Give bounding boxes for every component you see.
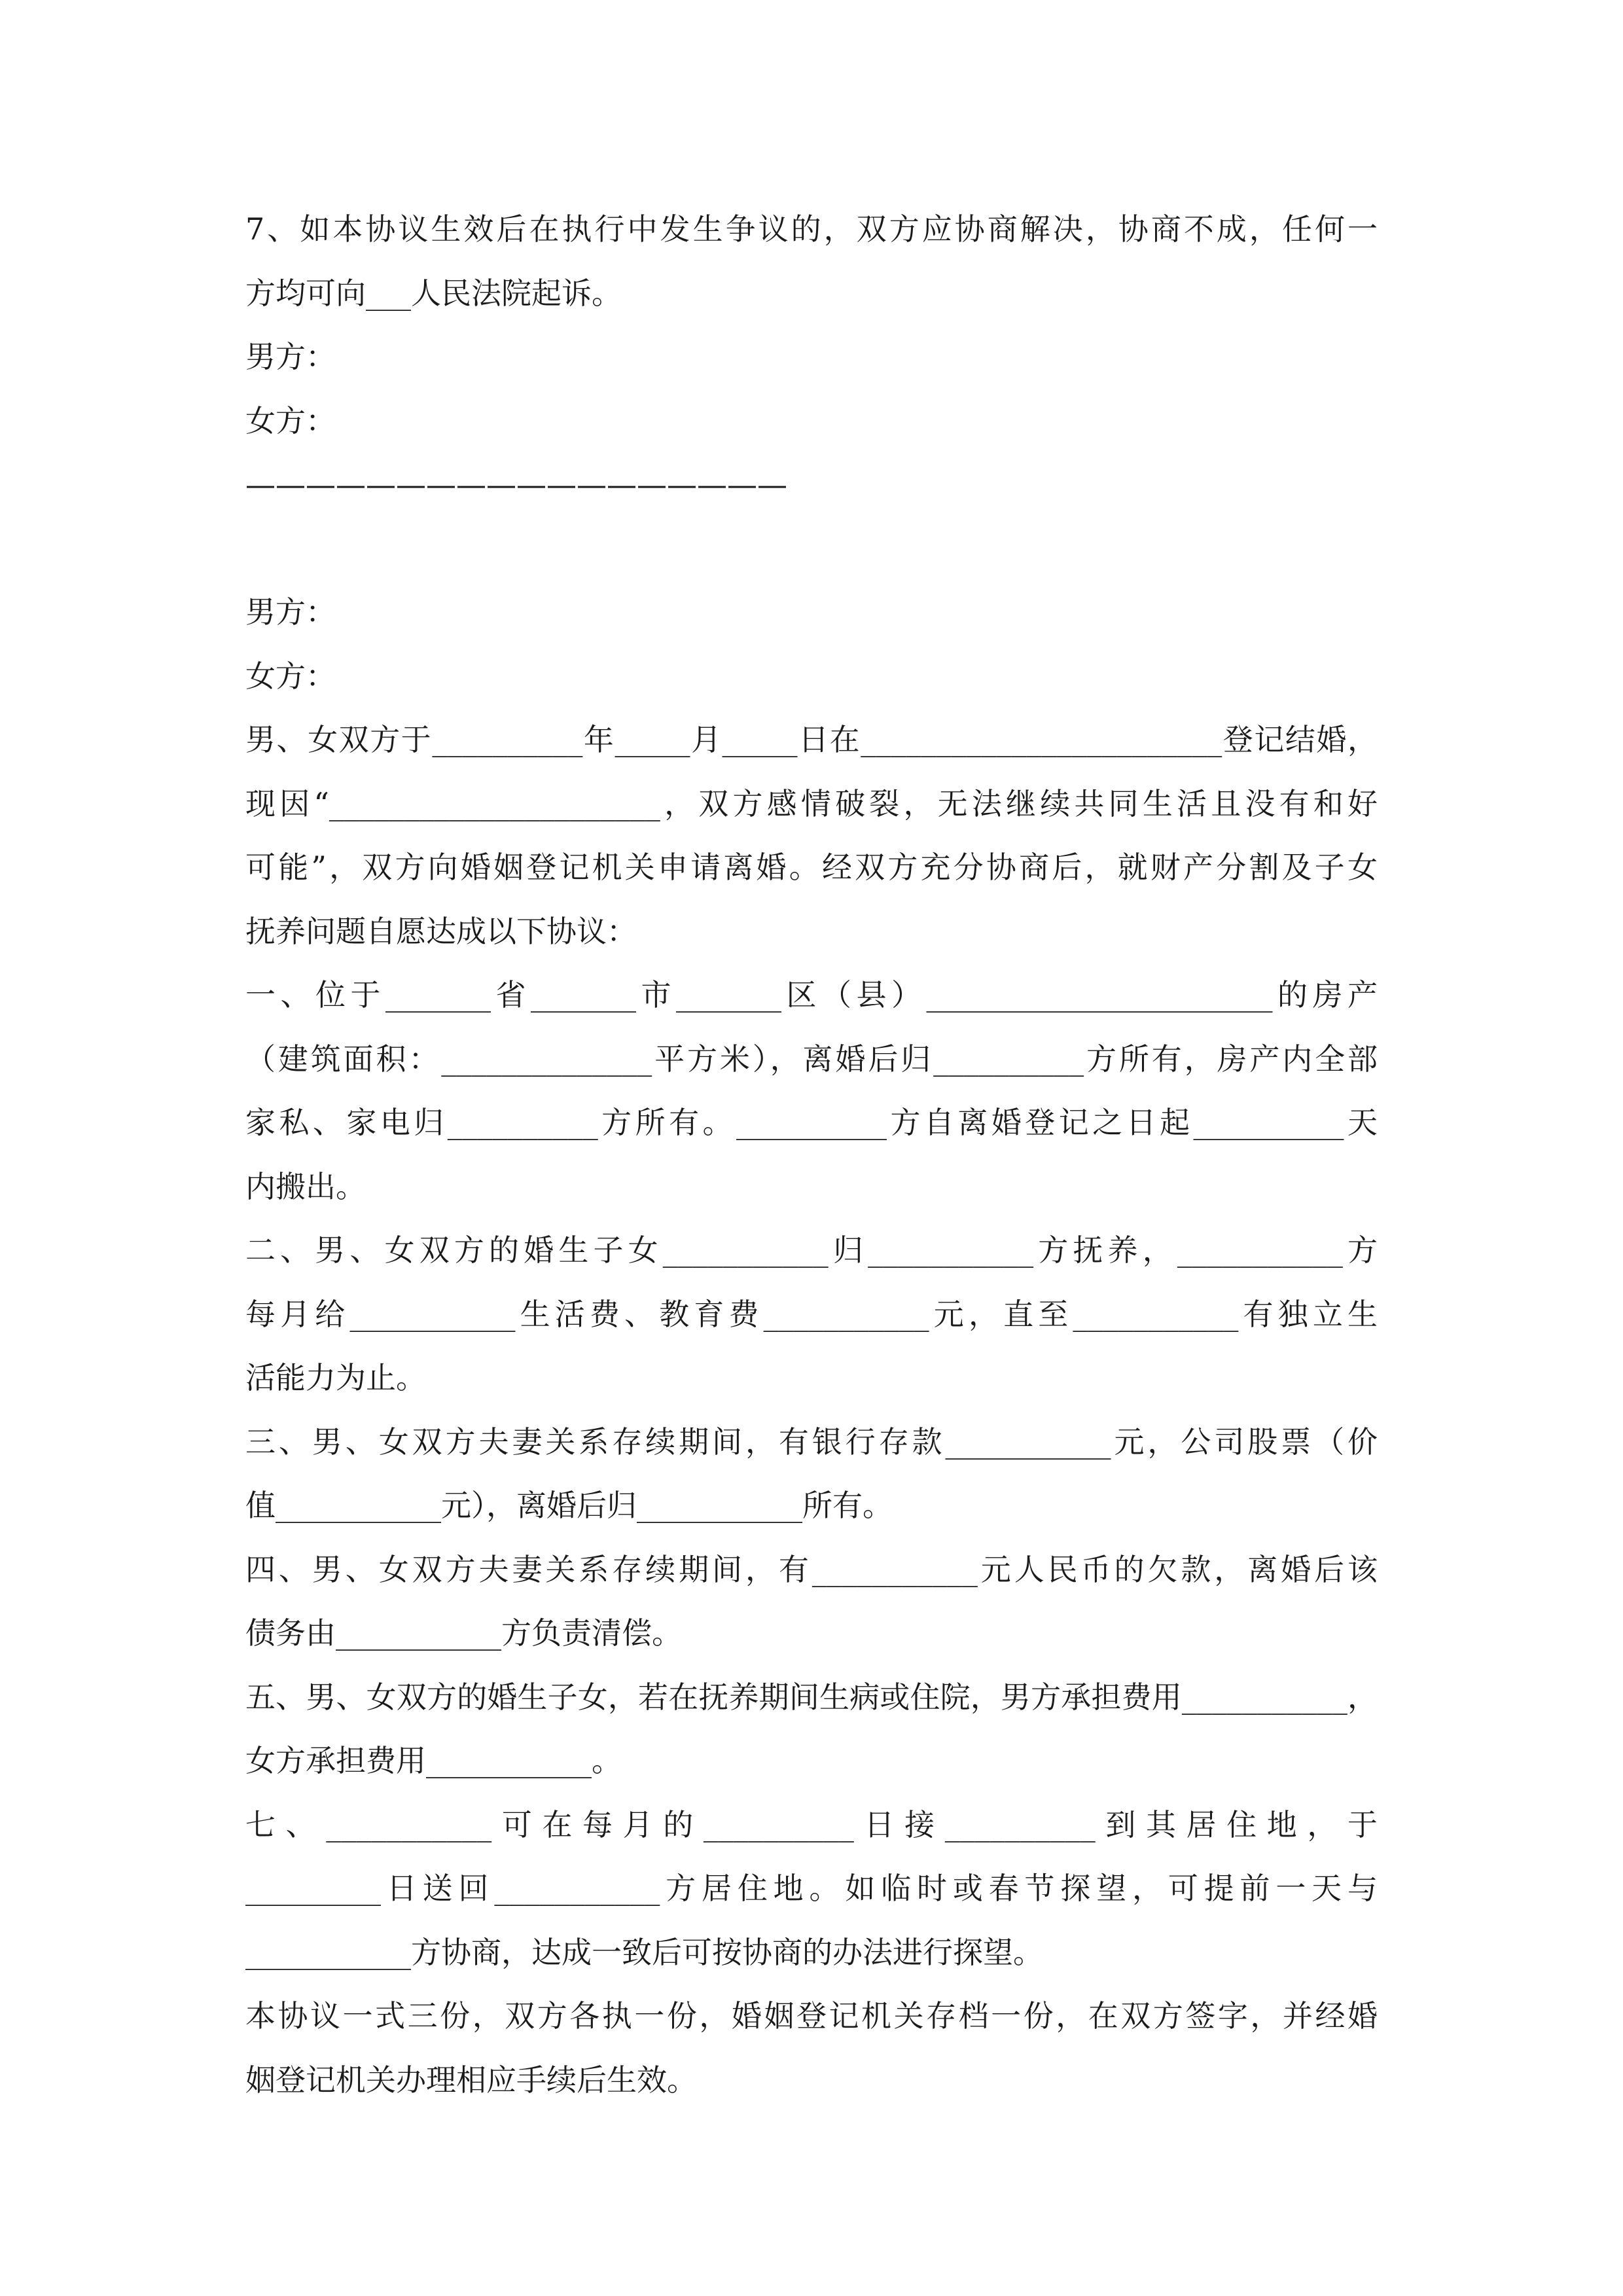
text-line: 7、如本协议生效后在执行中发生争议的，双方应协商解决，协商不成，任何一 [245, 211, 1378, 247]
separator-line: —————————————————— [245, 467, 787, 502]
text-line: 五、男、女双方的婚生子女，若在抚养期间生病或住院，男方承担费用___________， [245, 1679, 1378, 1715]
text-line: 一、位于_______省_______市_______区（县）_______________________的房产 [245, 977, 1378, 1013]
text-line: 内搬出。 [245, 1168, 366, 1204]
text-line: 本协议一式三份，双方各执一份，婚姻登记机关存档一份，在双方签字，并经婚 [245, 1998, 1378, 2034]
text-line: 姻登记机关办理相应手续后生效。 [245, 2062, 697, 2098]
document-page [245, 198, 1378, 2112]
text-line: 值___________元），离婚后归___________所有。 [245, 1488, 893, 1523]
text-line: 四、男、女双方夫妻关系存续期间，有___________元人民币的欠款，离婚后该 [245, 1551, 1378, 1587]
text-line: 女方： [245, 403, 336, 439]
text-line: _________日送回___________方居住地。如临时或春节探望，可提前一天与 [245, 1871, 1378, 1906]
text-line: ___________方协商，达成一致后可按协商的办法进行探望。 [245, 1934, 1043, 1970]
text-line: 方均可向___人民法院起诉。 [245, 275, 622, 311]
text-line: 债务由___________方负责清偿。 [245, 1615, 682, 1651]
text-line: 男方： [245, 594, 336, 630]
text-line: 女方： [245, 658, 336, 694]
text-line: 每月给___________生活费、教育费___________元，直至___________有独立生 [245, 1296, 1378, 1332]
text-line: 男方： [245, 339, 336, 374]
text-line: 抚养问题自愿达成以下协议： [245, 913, 637, 949]
text-line: 女方承担费用___________。 [245, 1743, 622, 1778]
text-line: 家私、家电归__________方所有。__________方自离婚登记之日起__________天 [245, 1105, 1378, 1140]
text-line: 男、女双方于__________年_____月_____日在________________________登记结婚， [245, 722, 1378, 757]
text-line: 现因“______________________，双方感情破裂，无法继续共同生活且没有和好 [245, 785, 1378, 821]
text-line: 三、男、女双方夫妻关系存续期间，有银行存款___________元，公司股票（价 [245, 1424, 1378, 1460]
blank-line [245, 517, 1378, 581]
text-line: （建筑面积：______________平方米），离婚后归__________方所有，房产内全部 [245, 1041, 1378, 1077]
text-line: 活能力为止。 [245, 1360, 426, 1395]
text-line: 二、男、女双方的婚生子女___________归___________方抚养，___________方 [245, 1232, 1378, 1268]
text-line: 七、___________可在每月的__________日接__________到其居住地，于 [245, 1806, 1378, 1842]
text-line: 可能”，双方向婚姻登记机关申请离婚。经双方充分协商后，就财产分割及子女 [245, 850, 1378, 885]
